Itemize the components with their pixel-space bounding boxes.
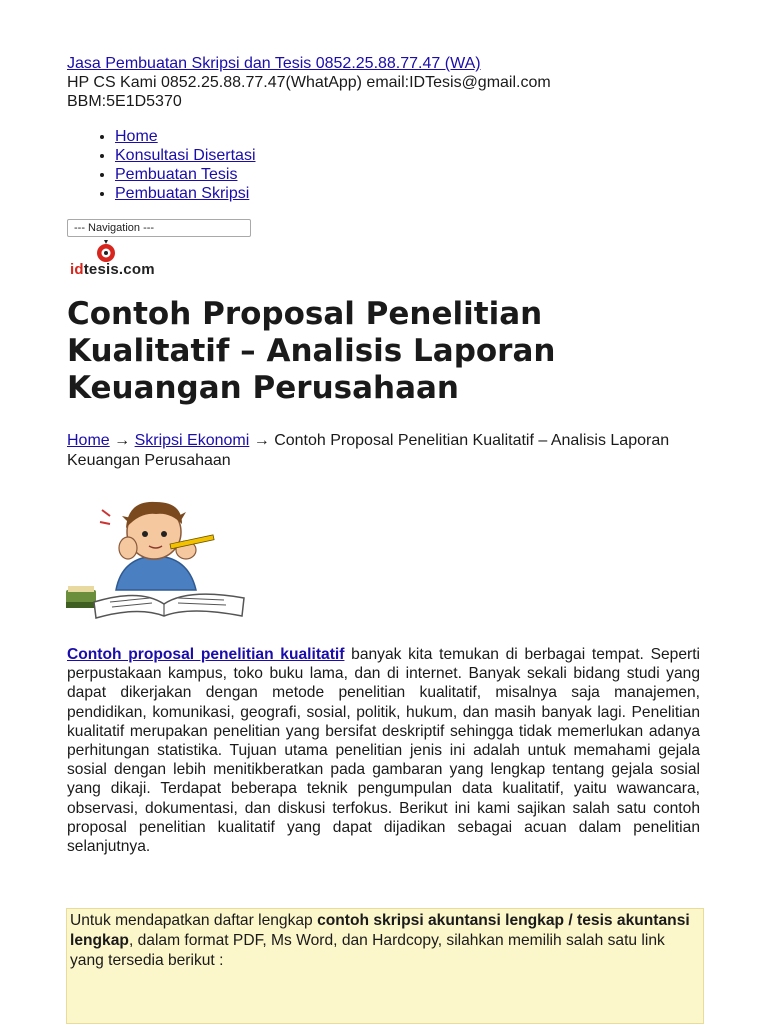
contact-line: HP CS Kami 0852.25.88.77.47(WhatApp) email:IDTesis@gmail.com (67, 74, 551, 91)
promo-link[interactable]: Jasa Pembuatan Skripsi dan Tesis 0852.25.88.77.47 (WA) (67, 55, 481, 72)
studying-boy-illustration (66, 494, 250, 620)
intro-paragraph (67, 645, 700, 856)
main-menu (67, 127, 256, 203)
menu-link-home[interactable]: Home (115, 128, 158, 145)
navigation-select[interactable]: --- Navigation --- (67, 219, 251, 237)
info-callout (66, 908, 704, 1024)
menu-item-pembuatan-skripsi (115, 184, 256, 203)
menu-item-konsultasi-disertasi (115, 146, 256, 165)
intro-keyword-link[interactable]: Contoh proposal penelitian kualitatif (67, 646, 345, 663)
logo-wordmark: idtesis.com (70, 261, 155, 278)
intro-text: banyak kita temukan di berbagai tempat. Seperti perpustakaan kampus, toko buku lama, dan di internet. Banyak sekali bidang studi yang dapat dikerjakan dengan metode penelitian kualitatif, misalnya saja manajemen, pendidikan, komunikasi, geografi, sosial, politik, hukum, dan masih banyak lagi. Penelitian kualitatif merupakan penelitian yang bersifat deskriptif sehingga tidak memerlukan adanya perhitungan statistika. Tujuan utama penelitian jenis ini adalah untuk memahami gejala sosial dengan lebih menitikberatkan pada gambaran yang lengkap tentang gejala sosial yang dikaji. Terdapat beberapa teknik pengumpulan data kualitatif, yaitu wawancara, observasi, dokumentasi, dan diskusi terfokus. Berikut ini kami sajikan salah satu contoh proposal penelitian kualitatif yang dapat dijadikan sebagai acuan dalam penelitian selanjutnya. (67, 646, 700, 856)
breadcrumb-category-link[interactable]: Skripsi Ekonomi (134, 432, 250, 449)
menu-link-konsultasi-disertasi[interactable]: Konsultasi Disertasi (115, 147, 256, 164)
breadcrumb-current: Contoh Proposal Penelitian Kualitatif – Analisis Laporan Keuangan Perusahaan (67, 432, 670, 469)
menu-item-pembuatan-tesis (115, 165, 256, 184)
breadcrumb (67, 431, 707, 471)
menu-item-home (115, 127, 256, 146)
site-logo[interactable] (70, 240, 180, 278)
header-contact-block (67, 54, 551, 111)
breadcrumb-home-link[interactable]: Home (67, 432, 110, 449)
callout-text-1: Untuk mendapatkan daftar lengkap (70, 912, 318, 929)
menu-link-pembuatan-tesis[interactable]: Pembuatan Tesis (115, 166, 238, 183)
menu-link-pembuatan-skripsi[interactable]: Pembuatan Skripsi (115, 185, 250, 202)
breadcrumb-separator: → (114, 432, 131, 449)
page-title: Contoh Proposal Penelitian Kualitatif – Analisis Laporan Keuangan Perusahaan (67, 296, 556, 406)
breadcrumb-separator: → (253, 432, 270, 449)
bbm-line: BBM:5E1D5370 (67, 93, 182, 110)
callout-bold-text: contoh skripsi akuntansi lengkap / tesis akuntansi lengkap (70, 912, 690, 949)
callout-text-2: , dalam format PDF, Ms Word, dan Hardcopy, silahkan memilih salah satu link yang tersedia berikut : (70, 932, 665, 969)
